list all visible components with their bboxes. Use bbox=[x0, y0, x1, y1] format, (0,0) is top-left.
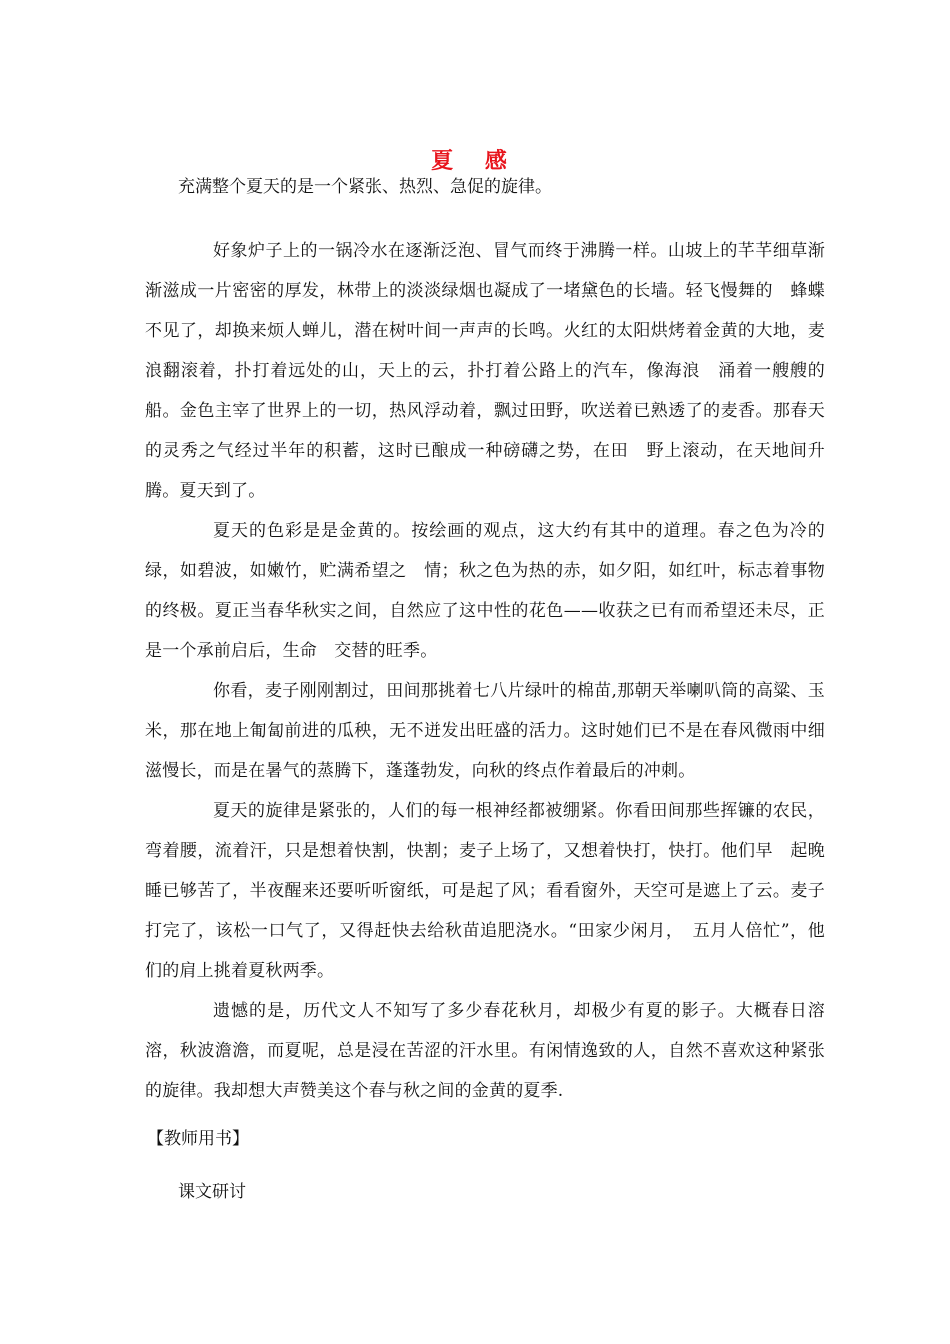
paragraph-2: 夏天的色彩是是金黄的。按绘画的观点，这大约有其中的道理。春之色为冷的绿，如碧波，如嫩竹，贮满希望之 情；秋之色为热的赤，如夕阳，如红叶，标志着事物的终极。夏正当春华秋实之间，自然应了这中性的花色——收获之已有而希望还未尽，正是一个承前启后，生命 交替的旺季。 bbox=[145, 521, 825, 661]
document-title: 夏 感 bbox=[431, 148, 519, 174]
paragraph-3: 你看，麦子刚刚割过，田间那挑着七八片绿叶的棉苗,那朝天举喇叭筒的高粱、玉米，那在地上匍匐前进的瓜秧，无不迸发出旺盛的活力。这时她们已不是在春风微雨中细滋慢长，而是在暑气的蒸腾下，蓬蓬勃发，向秋的终点作着最后的冲刺。 bbox=[145, 681, 825, 781]
paragraph-5: 遗憾的是，历代文人不知写了多少春花秋月，却极少有夏的影子。大概春日溶溶，秋波澹澹，而夏呢，总是浸在苦涩的汗水里。有闲情逸致的人，自然不喜欢这种紧张的旋律。我却想大声赞美这个春与秋之间的金黄的夏季. bbox=[145, 1001, 825, 1101]
subsection-heading: 课文研讨 bbox=[178, 1182, 246, 1202]
article-body bbox=[145, 231, 825, 1111]
paragraph-1: 好象炉子上的一锅冷水在逐渐泛泡、冒气而终于沸腾一样。山坡上的芊芊细草渐渐滋成一片密密的厚发，林带上的淡淡绿烟也凝成了一堵黛色的长墙。轻飞慢舞的 蜂蝶不见了，却换来烦人蝉儿，潜在树叶间一声声的长鸣。火红的太阳烘烤着金黄的大地，麦浪翻滚着，扑打着远处的山，天上的云，扑打着公路上的汽车，像海浪 涌着一艘艘的船。金色主宰了世界上的一切，热风浮动着，飘过田野，吹送着已熟透了的麦香。那春天的灵秀之气经过半年的积蓄，这时已酿成一种磅礴之势，在田 野上滚动，在天地间升腾。夏天到了。 bbox=[145, 241, 825, 501]
paragraph-4: 夏天的旋律是紧张的，人们的每一根神经都被绷紧。你看田间那些挥镰的农民，弯着腰，流着汗，只是想着快割，快割；麦子上场了，又想着快打，快打。他们早 起晚睡已够苦了，半夜醒来还要听听窗纸，可是起了风；看看窗外，天空可是遮上了云。麦子打完了，该松一口气了，又得赶快去给秋苗追肥浇水。“田家少闲月， 五月人倍忙”，他们的肩上挑着夏秋两季。 bbox=[145, 801, 825, 981]
section-heading: 【教师用书】 bbox=[147, 1129, 249, 1149]
lead-sentence: 充满整个夏天的是一个紧张、热烈、急促的旋律。 bbox=[178, 177, 552, 197]
